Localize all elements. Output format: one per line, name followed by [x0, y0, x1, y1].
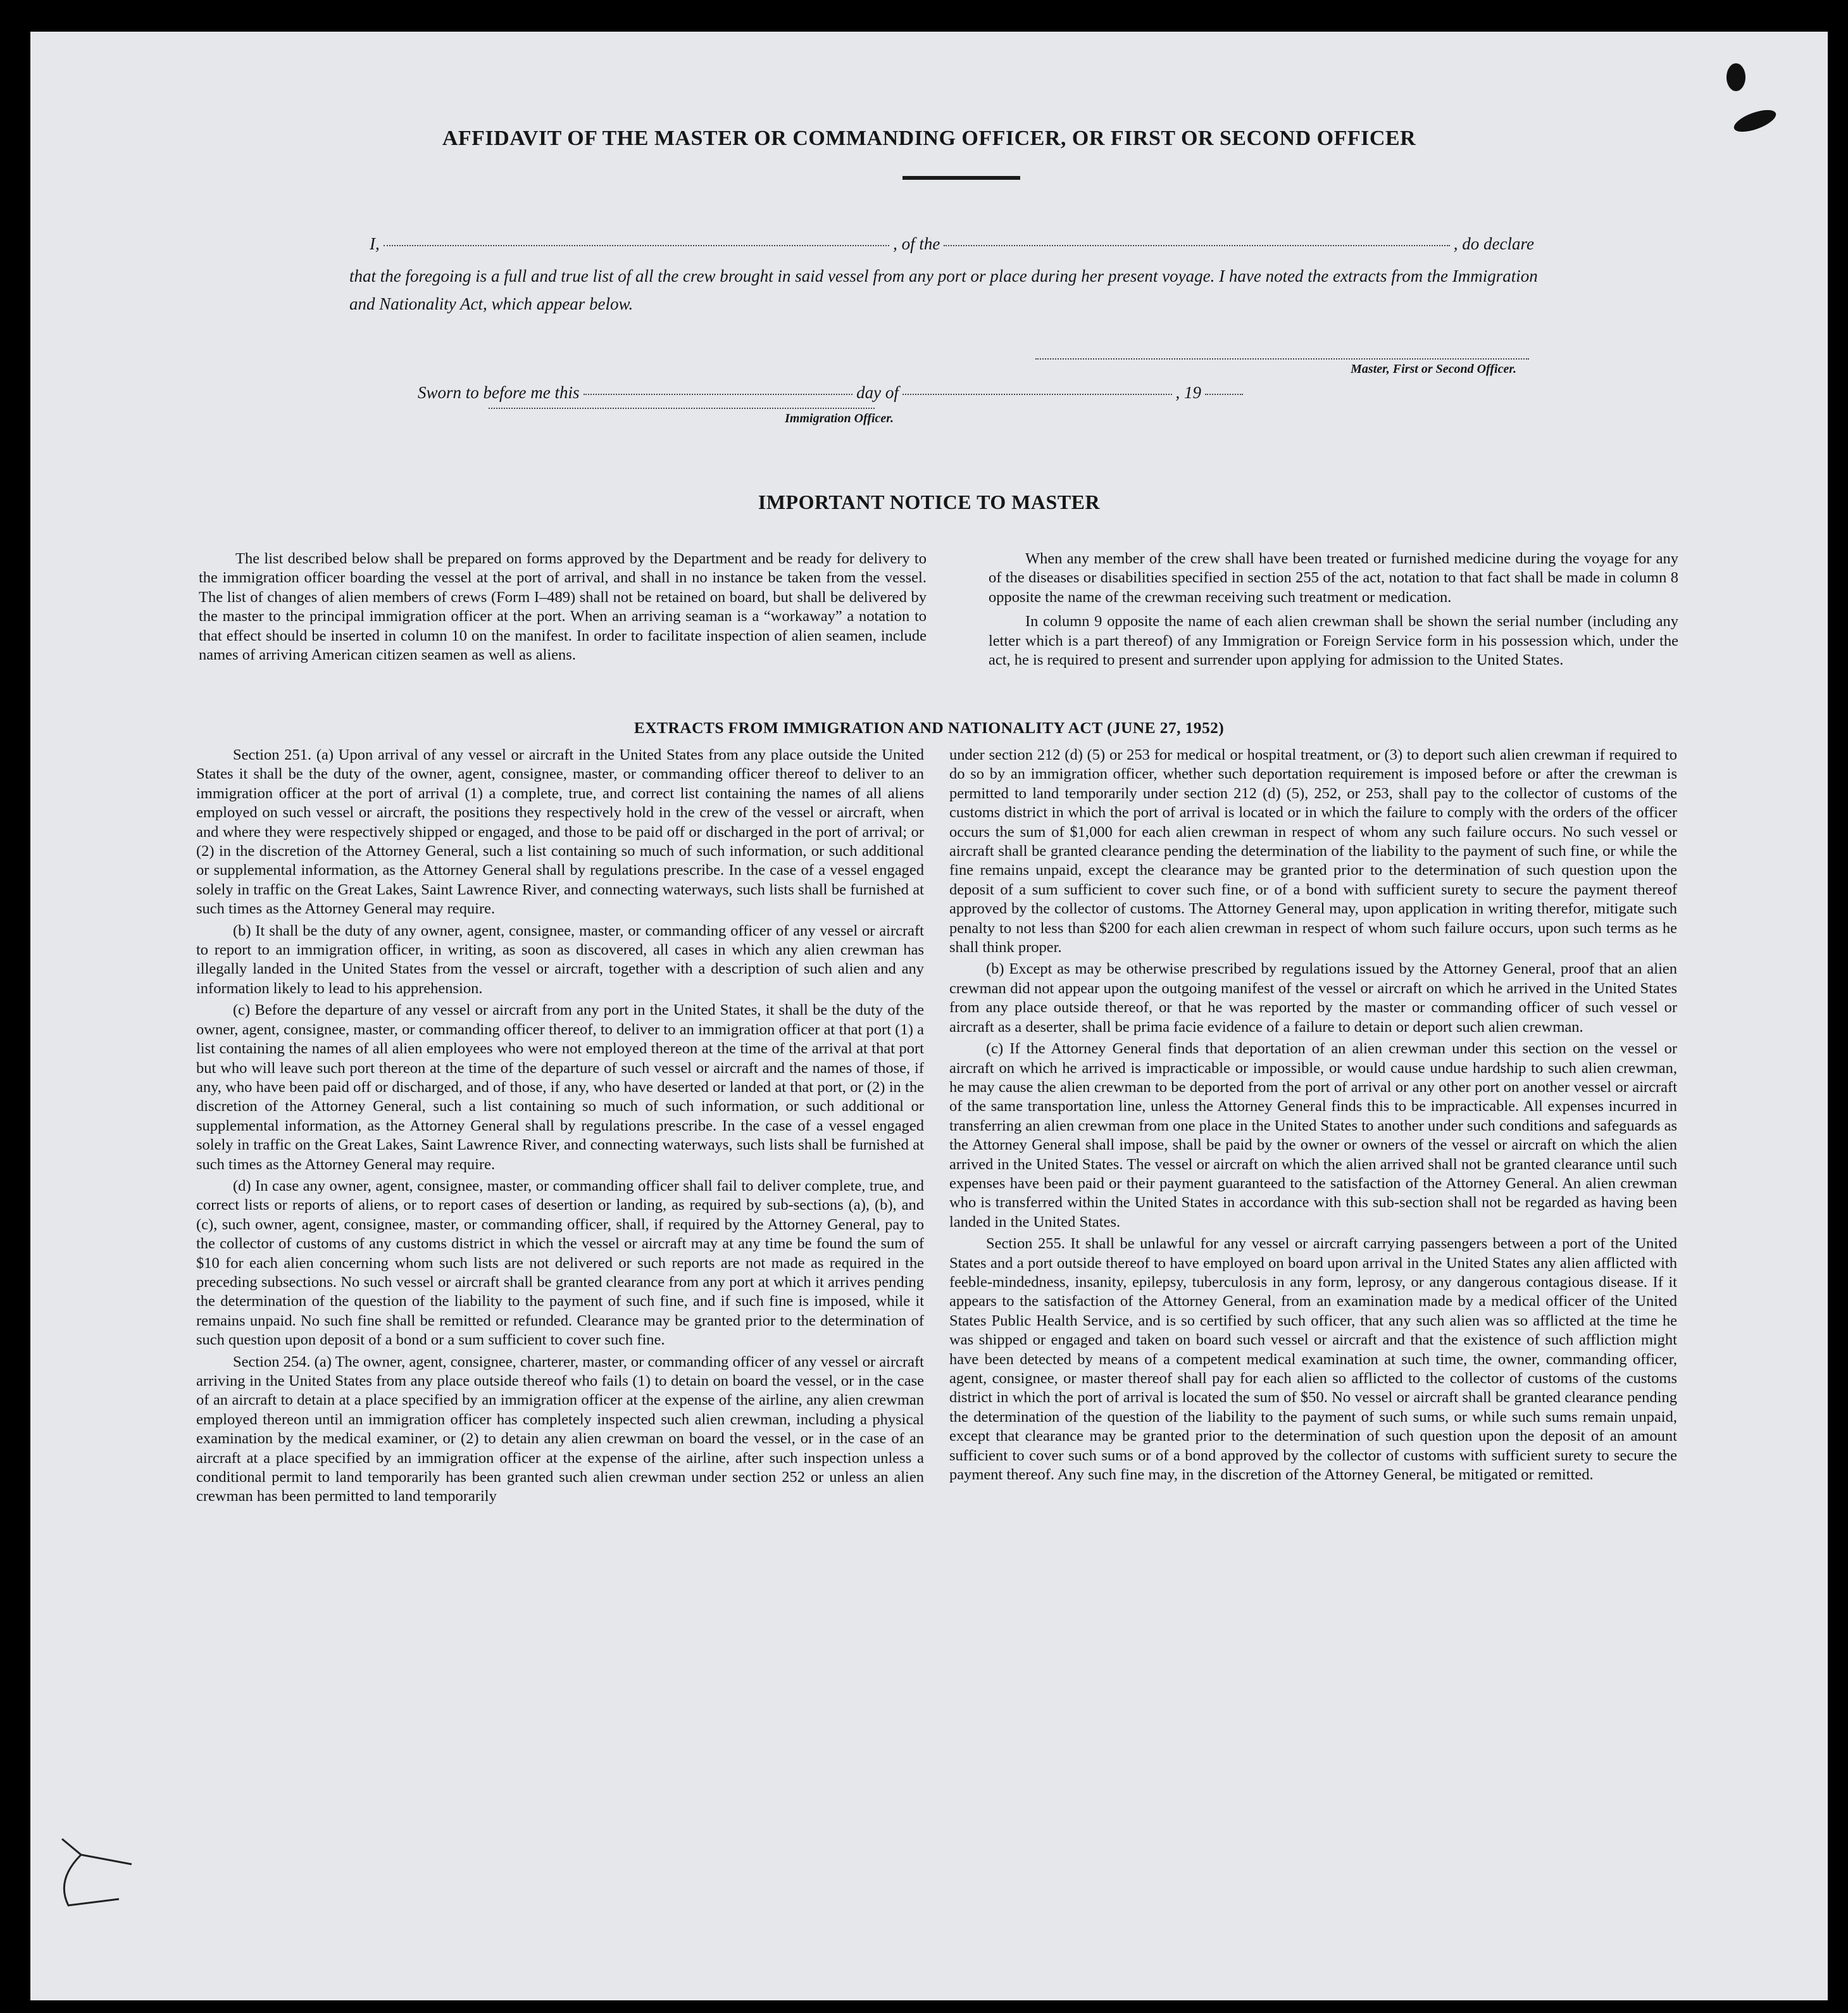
- master-signature-field[interactable]: [1035, 358, 1529, 360]
- sworn-year-field[interactable]: [1205, 394, 1243, 395]
- declarant-prefix: I,: [370, 234, 380, 253]
- do-declare-label: , do declare: [1453, 234, 1534, 253]
- officer-signature-field[interactable]: [489, 408, 875, 409]
- notice-right-column: [989, 549, 1678, 672]
- extracts-title: EXTRACTS FROM IMMIGRATION AND NATIONALITY ACT (JUNE 27, 1952): [634, 718, 1225, 737]
- notice-paragraph: The list described below shall be prepared on forms approved by the Department and be ready for delivery to the immigration officer boarding the vessel at the port of arrival, and shall in no instance be taken from the vessel. The list of changes of alien members of crews (Form I–489) shall not be retained on board, but shall be delivered by the master to the principal immigration officer at the port. When an arriving seaman is a “workaway” a notation to that effect should be inserted in column 10 on the manifest. In order to facilitate inspection of alien seamen, include names of arriving American citizen seamen as well as aliens.: [199, 550, 927, 664]
- extract-paragraph: (b) It shall be the duty of any owner, agent, consignee, master, or commanding officer of any vessel or aircraft to report to an immigration officer, in writing, as soon as discovered, all cases in which any alien crewman has illegally landed in the United States from the vessel or aircraft, together with a description of such alien and any information likely to lead to his apprehension.: [196, 922, 924, 997]
- extract-paragraph: Section 251. (a) Upon arrival of any vessel or aircraft in the United States from any place outside the United States it shall be the duty of the owner, agent, consignee, master, or commanding officer thereof to deliver to an immigration officer at the port of arrival (1) a complete, true, and correct list containing the names of all aliens employed on such vessel or aircraft, the positions they respectively hold in the crew of the vessel or aircraft, when and where they were respectively shipped or engaged, and those to be paid off or discharged in the port of arrival; or (2) in the discretion of the Attorney General, such a list containing so much of such information, or such additional or supplemental information, as the Attorney General shall by regulations prescribe. In the case of a vessel engaged solely in traffic on the Great Lakes, Saint Lawrence River, and connecting waterways, such lists shall be furnished at such times as the Attorney General may require.: [196, 746, 924, 918]
- of-the-label: , of the: [893, 234, 940, 253]
- sworn-month-field[interactable]: [902, 394, 1172, 395]
- sworn-label: Sworn to before me this: [418, 383, 580, 402]
- extracts-left-column: [196, 746, 924, 1509]
- form-page: [30, 32, 1828, 2000]
- declaration-line: [370, 234, 1534, 254]
- master-signature-caption: Master, First or Second Officer.: [1351, 362, 1516, 376]
- vessel-field[interactable]: [944, 245, 1449, 246]
- officer-signature-caption: Immigration Officer.: [785, 411, 894, 425]
- pencil-mark: [43, 1829, 144, 1912]
- notice-paragraph: In column 9 opposite the name of each alien crewman shall be shown the serial number (including any letter which is a part thereof) of any Immigration or Foreign Service form in his possession which, under the act, he is required to present and surrender upon applying for admission to the United States.: [989, 613, 1678, 669]
- extract-paragraph: under section 212 (d) (5) or 253 for medical or hospital treatment, or (3) to deport such alien crewman if required to do so by an immigration officer, whether such deportation requirement is imposed before or after the crewman is permitted to land temporarily under section 212 (d) (5), 252, or 253, shall pay to the collector of customs of the customs district in which the port of arrival is located or in which the failure to comply with the orders of the officer occurs the sum of $1,000 for each alien crewman in respect of whom any such failure occurs. No such vessel or aircraft shall be granted clearance pending the determination of the liability to the payment of such fine, or while the fine remains unpaid, except the clearance may be granted prior to the determination of such question upon the deposit of a sum sufficient to cover such fine, or of a bond with sufficient surety to secure the payment thereof approved by the collector of customs. The Attorney General may, upon application in writing therefor, mitigate such penalty to not less than $200 for each alien crewman in respect of whom such failure occurs, upon such terms as he shall think proper.: [949, 746, 1677, 956]
- notice-title: IMPORTANT NOTICE TO MASTER: [758, 491, 1101, 513]
- scan-speck: [1726, 63, 1745, 91]
- extract-paragraph: Section 255. It shall be unlawful for any vessel or aircraft carrying passengers between a port of the United States and a port outside thereof to have employed on board upon arrival in the United States any alien afflicted with feeble-mindedness, insanity, epilepsy, tuberculosis in any form, leprosy, or any dangerous contagious disease. If it appears to the satisfaction of the Attorney General, from an examination made by a medical officer of the United States Public Health Service, and is so certified by such officer, that any such alien was so afflicted at the time he was shipped or engaged and taken on board such vessel or aircraft and that the existence of such affliction might have been detected by means of a competent medical examination at such time, the owner, commanding officer, agent, consignee, or master thereof shall pay for each alien so afflicted to the collector of customs of the customs district in which the port of arrival is located the sum of $50. No vessel or aircraft shall be granted clearance pending the determination of the question of the liability to the payment of such sums, or while such sums remain unpaid, except that clearance may be granted prior to the determination of such question upon the deposit of an amount sufficient to cover such sums or of a bond approved by the collector of customs with sufficient surety to secure the payment thereof. Any such fine may, in the discretion of the Attorney General, be mitigated or remitted.: [949, 1235, 1677, 1484]
- title-rule: [902, 176, 1020, 180]
- extract-paragraph: (b) Except as may be otherwise prescribed by regulations issued by the Attorney General, proof that an alien crewman did not appear upon the outgoing manifest of the vessel or aircraft on which he arrived in the United States from any place outside thereof, or that he was reported by the master or commanding officer of such vessel or aircraft as a deserter, shall be prima facie evidence of a failure to detain or deport such alien crewman.: [949, 960, 1677, 1036]
- extract-paragraph: (d) In case any owner, agent, consignee, master, or commanding officer shall fail to deliver complete, true, and correct lists or reports of aliens, or to report cases of desertion or landing, as required by sub-sections (a), (b), and (c), such owner, agent, consignee, master, or commanding officer, shall, if required by the Attorney General, pay to the collector of customs of any customs district in which the vessel or aircraft may at any time be found the sum of $10 for each alien concerning whom such lists are not delivered or such reports are not made as required in the preceding subsections. No such vessel or aircraft shall be granted clearance from any port at which it arrives pending the determination of the question of the liability to the payment of such fine, and if such fine is imposed, while it remains unpaid. No such fine shall be remitted or refunded. Clearance may be granted prior to the determination of such question upon deposit of a bond or a sum sufficient to cover such fine.: [196, 1177, 924, 1349]
- notice-paragraph: When any member of the crew shall have been treated or furnished medicine during the voyage for any of the diseases or disabilities specified in section 255 of the act, notation to that fact shall be made in column 8 opposite the name of the crewman receiving such treatment or medication.: [989, 550, 1678, 606]
- sworn-day-field[interactable]: [584, 394, 853, 395]
- name-field[interactable]: [384, 245, 889, 246]
- sworn-line: [418, 383, 1247, 403]
- extract-paragraph: Section 254. (a) The owner, agent, consignee, charterer, master, or commanding officer of any vessel or aircraft arriving in the United States from any place outside thereof who fails (1) to detain on board the vessel, or in the case of an aircraft to detain at a place specified by an immigration officer at the expense of the airline, any alien crewman employed thereon until an immigration officer has completely inspected such alien crewman, including a physical examination by the medical examiner, or (2) to detain any alien crewman on board the vessel, or in the case of an aircraft at a place specified by an immigration officer at the expense of the airline, after such inspection unless a conditional permit to land temporarily has been granted such alien crewman under section 252 or unless an alien crewman has been permitted to land temporarily: [196, 1353, 924, 1505]
- notice-left-column: [199, 549, 927, 667]
- extracts-right-column: [949, 746, 1677, 1487]
- declaration-text: that the foregoing is a full and true list of all the crew brought in said vessel from any port or place during her present voyage. I have noted the extracts from the Immigration and Nationality Act, which appear below.: [349, 267, 1538, 313]
- year-label: , 19: [1175, 383, 1201, 402]
- affidavit-title: AFFIDAVIT OF THE MASTER OR COMMANDING OFFICER, OR FIRST OR SECOND OFFICER: [442, 127, 1416, 150]
- extract-paragraph: (c) If the Attorney General finds that deportation of an alien crewman under this section on the vessel or aircraft on which he arrived is impracticable or impossible, or would cause undue hardship to such alien crewman, he may cause the alien crewman to be deported from the port of arrival or any other port on another vessel or aircraft of the same transportation line, unless the Attorney General finds this to be impracticable. All expenses incurred in transferring an alien crewman from one place in the United States to another under such conditions and safeguards as the Attorney General shall impose, shall be paid by the owner or owners of the vessel or aircraft on which the alien arrived in the United States. The vessel or aircraft on which the alien arrived shall not be granted clearance until such expenses have been paid or their payment guaranteed to the satisfaction of the Attorney General. An alien crewman who is transferred within the United States in accordance with this sub-section shall not be regarded as having been landed in the United States.: [949, 1040, 1677, 1231]
- day-of-label: day of: [856, 383, 899, 402]
- extract-paragraph: (c) Before the departure of any vessel or aircraft from any port in the United States, it shall be the duty of the owner, agent, consignee, master, or commanding officer thereof, to deliver to an immigration officer at that port (1) a list containing the names of all alien employees who were not employed thereon at the time of the arrival at that port but who will leave such port thereon at the time of the departure of such vessel or aircraft and the names of those, if any, who have been paid off or discharged, and of those, if any, who have deserted or landed at that port, or (2) in the discretion of the Attorney General, such a list containing so much of such information, or such additional or supplemental information, as the Attorney General shall by regulations prescribe. In the case of a vessel engaged solely in traffic on the Great Lakes, Saint Lawrence River, and connecting waterways, such lists shall be furnished at such times as the Attorney General may require.: [196, 1001, 924, 1173]
